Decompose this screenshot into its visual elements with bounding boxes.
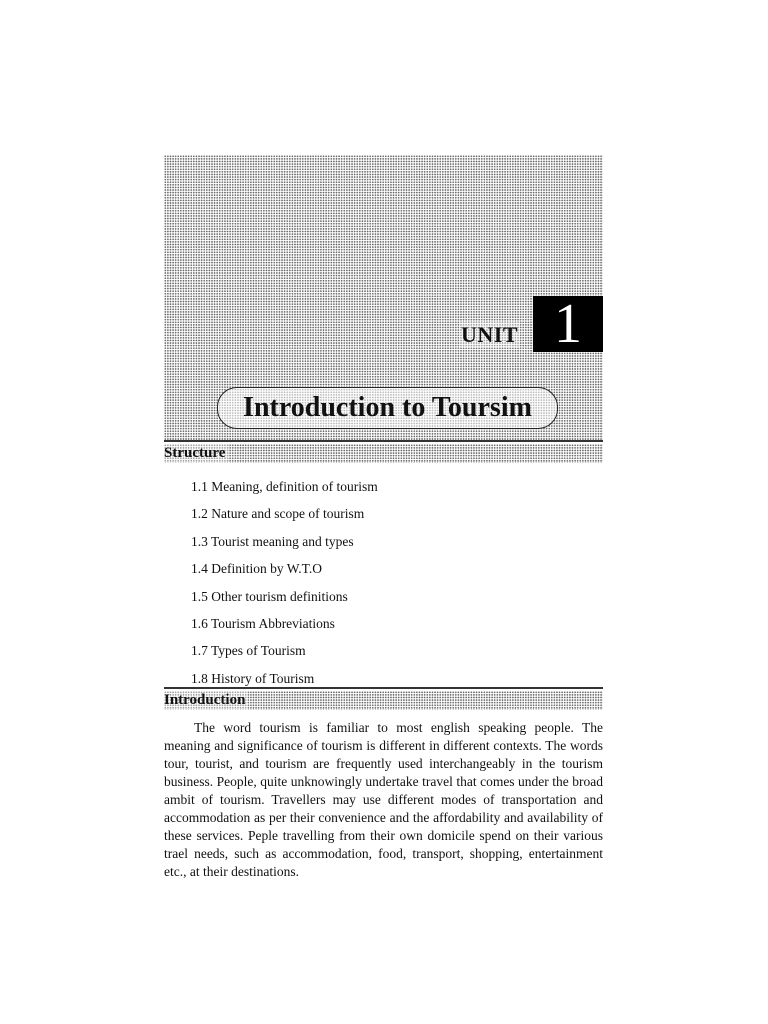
structure-item: 1.8 History of Tourism [191, 670, 315, 686]
introduction-heading: Introduction [164, 691, 248, 710]
structure-item: 1.2 Nature and scope of tourism [191, 506, 365, 522]
unit-number-box: 1 [533, 296, 603, 352]
structure-item: 1.3 Tourist meaning and types [191, 533, 354, 549]
unit-label: UNIT [461, 322, 519, 347]
structure-band [164, 444, 603, 463]
structure-item: 1.7 Types of Tourism [191, 643, 306, 659]
structure-list [191, 473, 378, 692]
chapter-title: Introduction to Toursim [217, 387, 558, 429]
structure-rule [164, 440, 603, 442]
structure-item: 1.5 Other tourism definitions [191, 588, 348, 604]
introduction-paragraph: The word tourism is familiar to most english speaking people. The meaning and significance of tourism is different in different contexts. The words tour, tourist, and tourism are frequently used interchangeably in the tourism business. People, quite unknowingly undertake travel that comes under the broad ambit of tourism. Travellers may use different modes of transportation and accommodation as per their convenience and the affordability and availability of these services. Peple travelling from their own domicile spend on their various trael needs, such as accommodation, food, transport, shopping, entertainment etc., at their destinations. [164, 720, 603, 879]
structure-heading: Structure [164, 444, 228, 463]
introduction-rule [164, 687, 603, 689]
structure-item: 1.4 Definition by W.T.O [191, 561, 322, 577]
structure-item: 1.1 Meaning, definition of tourism [191, 479, 378, 494]
structure-item: 1.6 Tourism Abbreviations [191, 615, 335, 631]
